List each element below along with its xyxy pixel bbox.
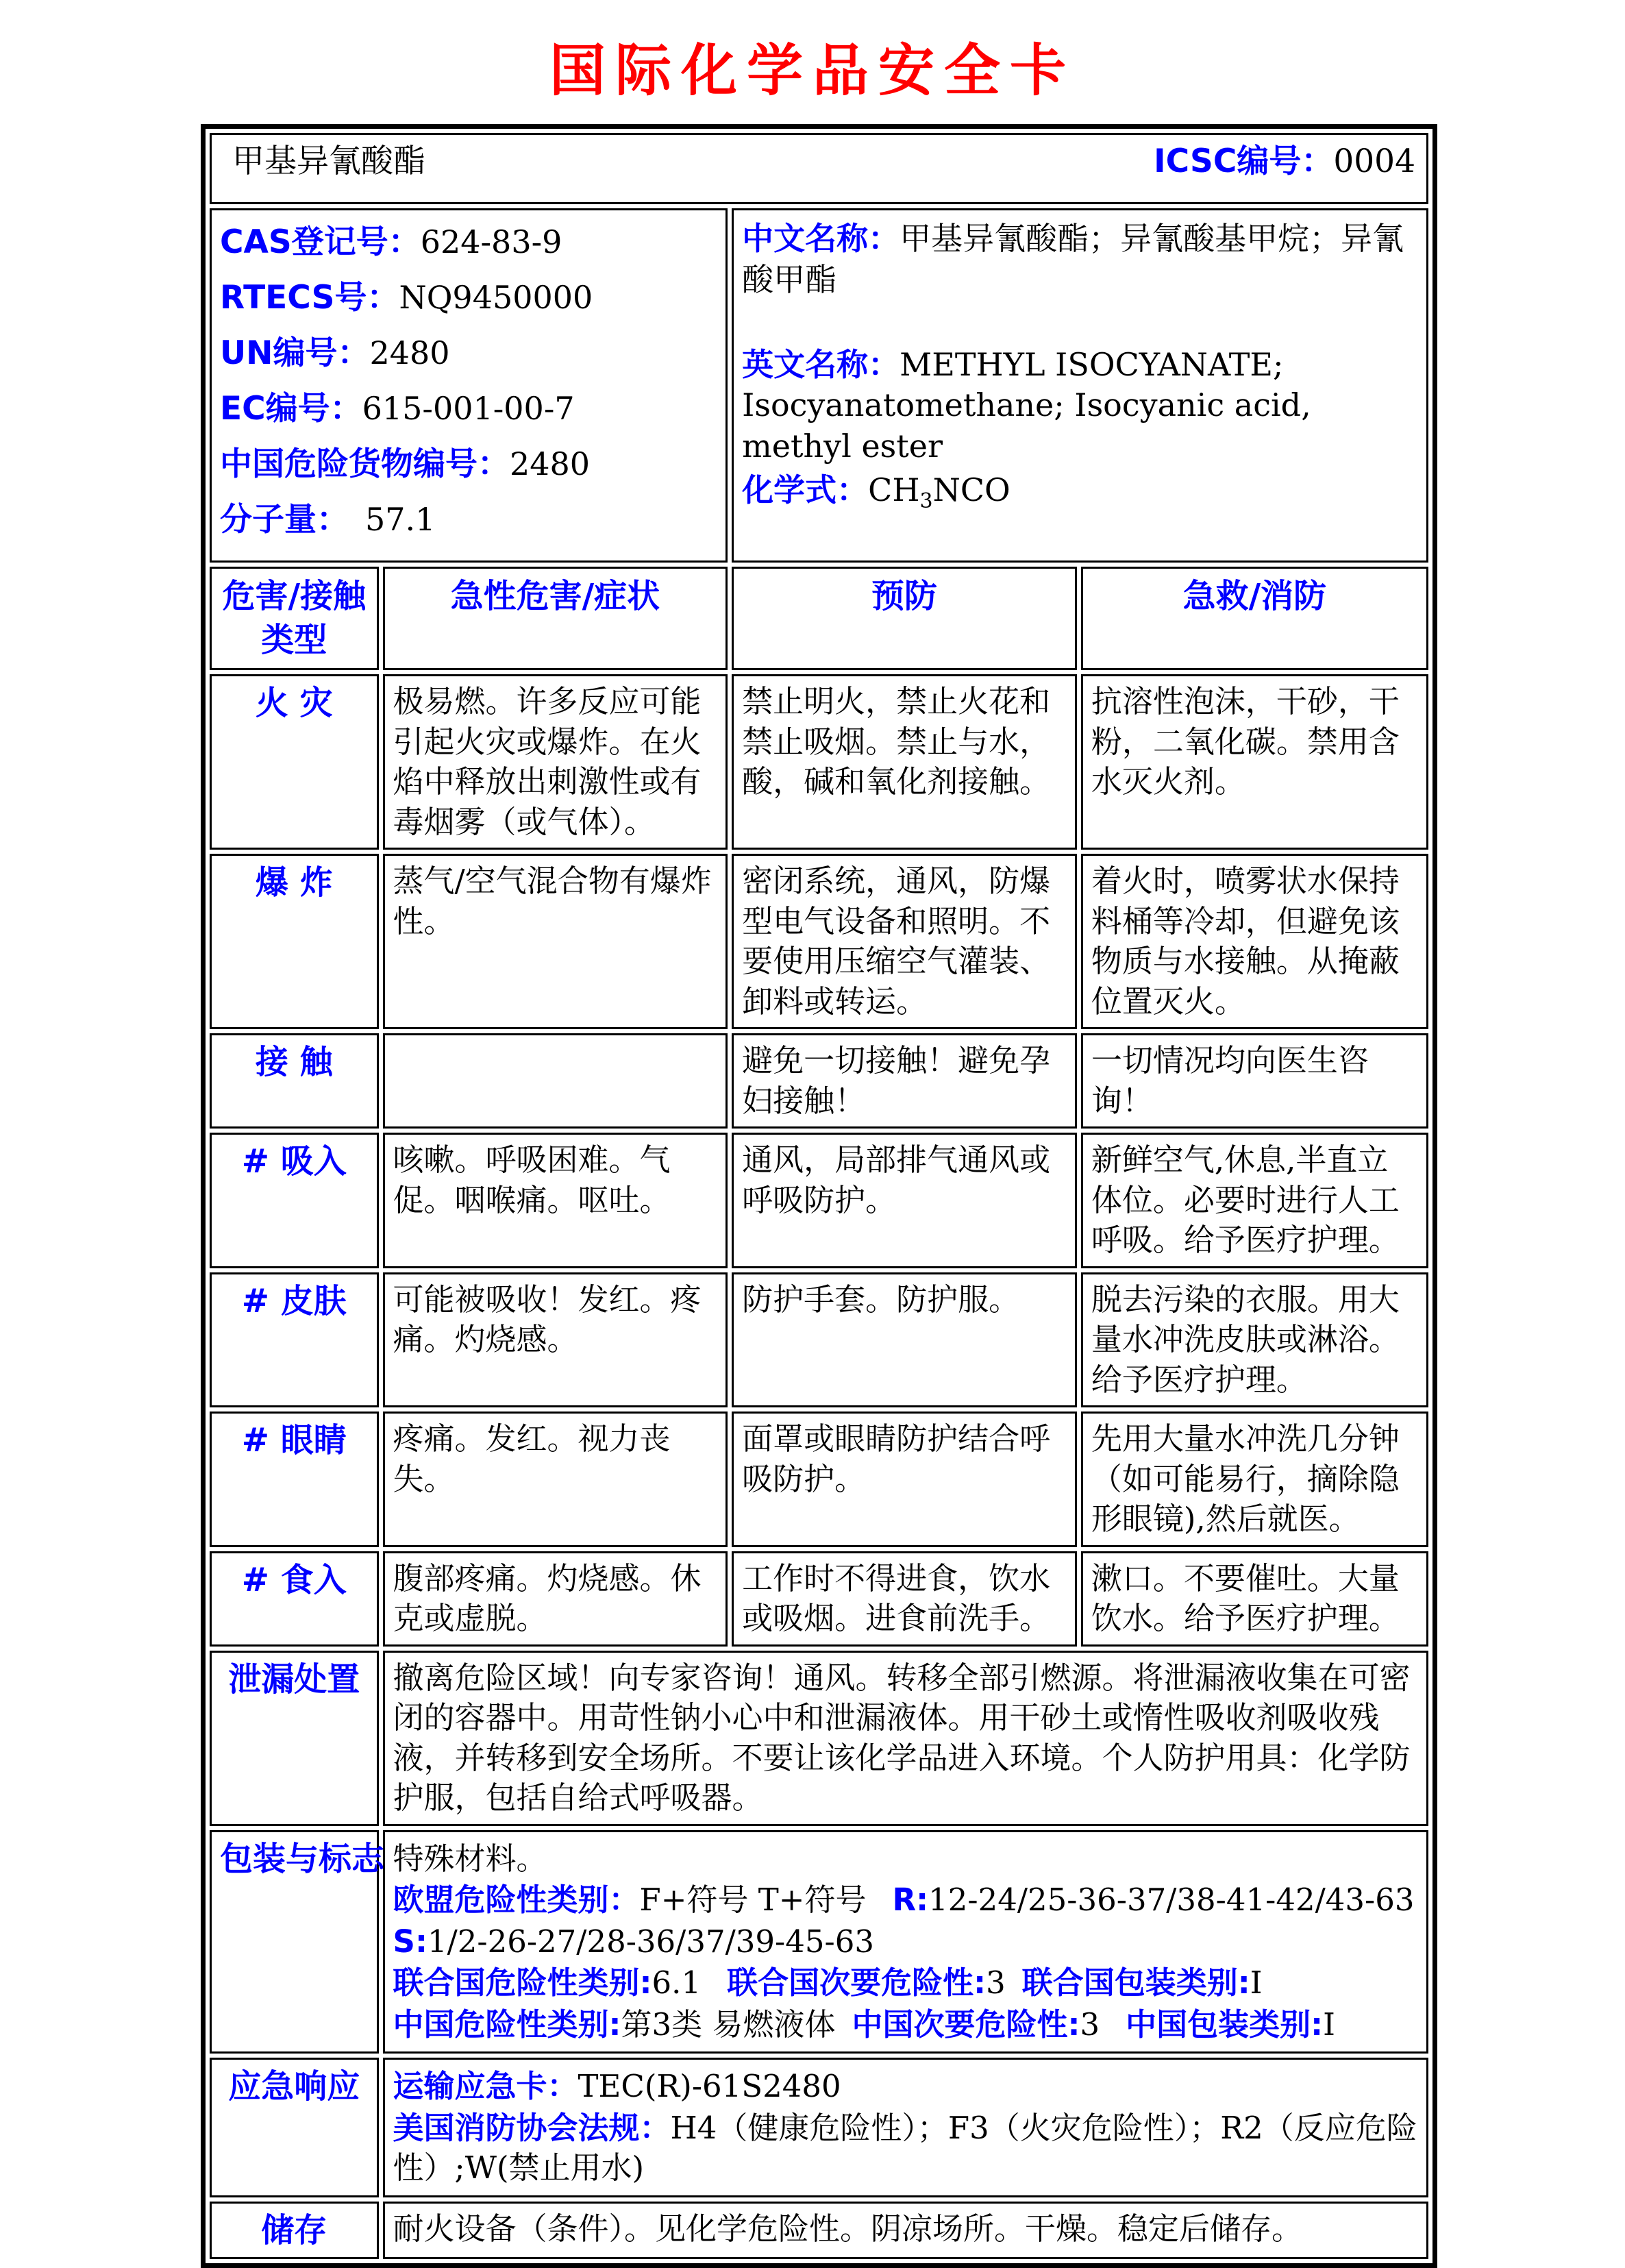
hazard-type-contact: 接 触 — [210, 1033, 379, 1129]
contact-prevention: 避免一切接触！避免孕妇接触！ — [732, 1033, 1077, 1129]
packaging-s-line — [393, 1922, 1418, 1962]
titlebar-cell — [210, 133, 1428, 204]
skin-symptoms: 可能被吸收！发红。疼痛。灼烧感。 — [383, 1272, 728, 1408]
explosion-response: 着火时，喷雾状水保持料桶等冷却，但避免该物质与水接触。从掩蔽位置灭火。 — [1081, 854, 1428, 1029]
hazard-type-explosion: 爆 炸 — [210, 854, 379, 1029]
hazard-type-inhalation: # 吸入 — [210, 1133, 379, 1268]
emergency-label: 应急响应 — [210, 2058, 379, 2197]
id-line-ec — [220, 388, 717, 430]
un-sub-label: 联合国次要危险性: — [727, 1964, 987, 2001]
spill-row — [210, 1651, 1428, 1826]
s-phrases-value: 1/2-26-27/28-36/37/39-45-63 — [427, 1923, 874, 1960]
storage-row — [210, 2202, 1428, 2259]
storage-text: 耐火设备（条件）。见化学危险性。阴凉场所。干燥。稳定后储存。 — [383, 2202, 1428, 2259]
packaging-content — [383, 1830, 1428, 2054]
tec-label: 运输应急卡： — [393, 2068, 578, 2105]
s-phrases-label: S: — [393, 1923, 427, 1960]
english-name-line — [742, 345, 1418, 467]
english-name-value: METHYL ISOCYANATE; Isocyanatomethane; Isocyanic acid, methyl ester — [742, 345, 1311, 465]
english-name-label: 英文名称： — [742, 345, 900, 383]
skin-response: 脱去污染的衣服。用大量水冲洗皮肤或淋浴。给予医疗护理。 — [1081, 1272, 1428, 1408]
nfpa-value: H4（健康危险性）；F3（火灾危险性）；R2（反应危险性）;W(禁止用水) — [393, 2109, 1417, 2186]
cn-sub-value: 3 — [1080, 2006, 1100, 2043]
cn-class-value: 第3类 易燃液体 — [621, 2006, 836, 2043]
eyes-response: 先用大量水冲洗几分钟（如可能易行，摘除隐形眼镜),然后就医。 — [1081, 1412, 1428, 1547]
id-line-molweight — [220, 499, 717, 541]
eyes-symptoms: 疼痛。发红。视力丧失。 — [383, 1412, 728, 1547]
packaging-un-line — [393, 1963, 1418, 2004]
ingestion-symptoms: 腹部疼痛。灼烧感。休克或虚脱。 — [383, 1551, 728, 1647]
molweight-value: 57.1 — [365, 501, 436, 539]
inhalation-response: 新鲜空气,休息,半直立体位。必要时进行人工呼吸。给予医疗护理。 — [1081, 1133, 1428, 1268]
emergency-row — [210, 2058, 1428, 2197]
spacer — [742, 304, 1418, 342]
icsc-number-group — [1154, 140, 1418, 182]
un-sub-value: 3 — [986, 1964, 1006, 2001]
identity-row — [210, 208, 1428, 563]
skin-prevention: 防护手套。防护服。 — [732, 1272, 1077, 1408]
hazard-row-fire — [210, 674, 1428, 850]
contact-symptoms — [383, 1033, 728, 1129]
names-cell — [732, 208, 1428, 563]
hazard-row-explosion — [210, 854, 1428, 1029]
inhalation-prevention: 通风，局部排气通风或呼吸防护。 — [732, 1133, 1077, 1268]
icsc-number: 0004 — [1333, 143, 1415, 180]
tec-line — [393, 2067, 1418, 2107]
cn-pack-value: I — [1323, 2006, 1335, 2043]
un-value: 2480 — [369, 334, 450, 372]
hazard-row-skin — [210, 1272, 1428, 1408]
formula-line — [742, 470, 1418, 515]
hazard-row-contact — [210, 1033, 1428, 1129]
hazard-row-inhalation — [210, 1133, 1428, 1268]
rtecs-label: RTECS号： — [220, 279, 399, 317]
eu-class-value: F+符号 T+符号 — [639, 1882, 867, 1919]
un-pack-value: I — [1250, 1964, 1263, 2001]
fire-symptoms: 极易燃。许多反应可能引起火灾或爆炸。在火焰中释放出刺激性或有毒烟雾（或气体）。 — [383, 674, 728, 850]
cn-class-label: 中国危险性类别: — [393, 2006, 621, 2043]
chemical-name: 甲基异氰酸酯 — [232, 143, 425, 180]
header-response: 急救/消防 — [1081, 567, 1428, 671]
chinese-name-label: 中文名称： — [742, 220, 900, 257]
header-symptoms: 急性危害/症状 — [383, 567, 728, 671]
hazard-type-fire: 火 灾 — [210, 674, 379, 850]
spill-text: 撤离危险区域！向专家咨询！通风。转移全部引燃源。将泄漏液收集在可密闭的容器中。用苛性钠小心中和泄漏液体。用干砂土或惰性吸收剂吸收残液，并转移到安全场所。不要让该化学品进入环境。个人防护用具：化学防护服，包括自给式呼吸器。 — [383, 1651, 1428, 1826]
hazard-row-eyes — [210, 1412, 1428, 1547]
icsc-document-page — [0, 26, 1625, 2249]
page-title: 国际化学品安全卡 — [549, 38, 1076, 103]
hazard-type-ingestion: # 食入 — [210, 1551, 379, 1647]
hazard-row-ingestion — [210, 1551, 1428, 1647]
fire-prevention: 禁止明火，禁止火花和禁止吸烟。禁止与水，酸，碱和氧化剂接触。 — [732, 674, 1077, 850]
spill-label: 泄漏处置 — [210, 1651, 379, 1826]
hazard-type-skin: # 皮肤 — [210, 1272, 379, 1408]
packaging-cn-line — [393, 2005, 1418, 2045]
un-pack-label: 联合国包装类别: — [1021, 1964, 1250, 2001]
inhalation-symptoms: 咳嗽。呼吸困难。气促。咽喉痛。呕吐。 — [383, 1133, 728, 1268]
contact-response: 一切情况均向医生咨询！ — [1081, 1033, 1428, 1129]
nfpa-line — [393, 2108, 1418, 2189]
packaging-eu-line — [393, 1880, 1418, 1921]
un-label: UN编号： — [220, 334, 370, 373]
hazard-header-row — [210, 567, 1428, 671]
safety-card-table — [201, 124, 1437, 2268]
ingestion-prevention: 工作时不得进食，饮水或吸烟。进食前洗手。 — [732, 1551, 1077, 1647]
tec-value: TEC(R)-61S2480 — [578, 2068, 841, 2105]
cas-value: 624-83-9 — [420, 223, 562, 260]
cn-dg-label: 中国危险货物编号： — [220, 445, 510, 484]
un-class-label: 联合国危险性类别: — [393, 1964, 652, 2001]
emergency-content — [383, 2058, 1428, 2197]
header-hazard-type: 危害/接触 类型 — [210, 567, 379, 671]
icsc-label: ICSC编号： — [1154, 143, 1334, 180]
header-prevention: 预防 — [732, 567, 1077, 671]
storage-label: 储存 — [210, 2202, 379, 2259]
packaging-special-material: 特殊材料。 — [393, 1840, 547, 1877]
un-class-value: 6.1 — [652, 1964, 702, 2001]
eyes-prevention: 面罩或眼睛防护结合呼吸防护。 — [732, 1412, 1077, 1547]
id-line-un — [220, 332, 717, 374]
packaging-row — [210, 1830, 1428, 2054]
r-phrases-value: 12-24/25-36-37/38-41-42/43-63 — [928, 1882, 1415, 1919]
chinese-name-value: 甲基异氰酸酯；异氰酸基甲烷；异氰酸甲酯 — [742, 220, 1404, 298]
cn-dg-value: 2480 — [510, 445, 591, 483]
eu-class-label: 欧盟危险性类别： — [393, 1882, 640, 1919]
molweight-label: 分子量： — [220, 501, 349, 539]
ec-label: EC编号： — [220, 390, 362, 428]
nfpa-label: 美国消防协会法规： — [393, 2109, 671, 2146]
hazard-type-eyes: # 眼睛 — [210, 1412, 379, 1547]
chinese-name-line — [742, 219, 1418, 301]
titlebar-row — [210, 133, 1428, 204]
explosion-prevention: 密闭系统，通风，防爆型电气设备和照明。不要使用压缩空气灌装、卸料或转运。 — [732, 854, 1077, 1029]
id-line-cn-dangerous-goods — [220, 443, 717, 485]
formula-label: 化学式： — [742, 471, 869, 508]
rtecs-value: NQ9450000 — [399, 279, 593, 317]
identifiers-cell — [210, 208, 728, 563]
explosion-symptoms: 蒸气/空气混合物有爆炸性。 — [383, 854, 728, 1029]
packaging-label: 包装与标志 — [210, 1830, 379, 2054]
cn-pack-label: 中国包装类别: — [1126, 2006, 1324, 2043]
id-line-cas — [220, 221, 717, 263]
ingestion-response: 漱口。不要催吐。大量饮水。给予医疗护理。 — [1081, 1551, 1428, 1647]
formula-value: $CH_3NCO$ — [868, 471, 1010, 514]
cas-label: CAS登记号： — [220, 223, 421, 261]
cn-sub-label: 中国次要危险性: — [852, 2006, 1080, 2043]
ec-value: 615-001-00-7 — [362, 390, 575, 428]
fire-response: 抗溶性泡沫，干砂，干粉，二氧化碳。禁用含水灭火剂。 — [1081, 674, 1428, 850]
r-phrases-label: R: — [892, 1882, 929, 1919]
id-line-rtecs — [220, 277, 717, 319]
